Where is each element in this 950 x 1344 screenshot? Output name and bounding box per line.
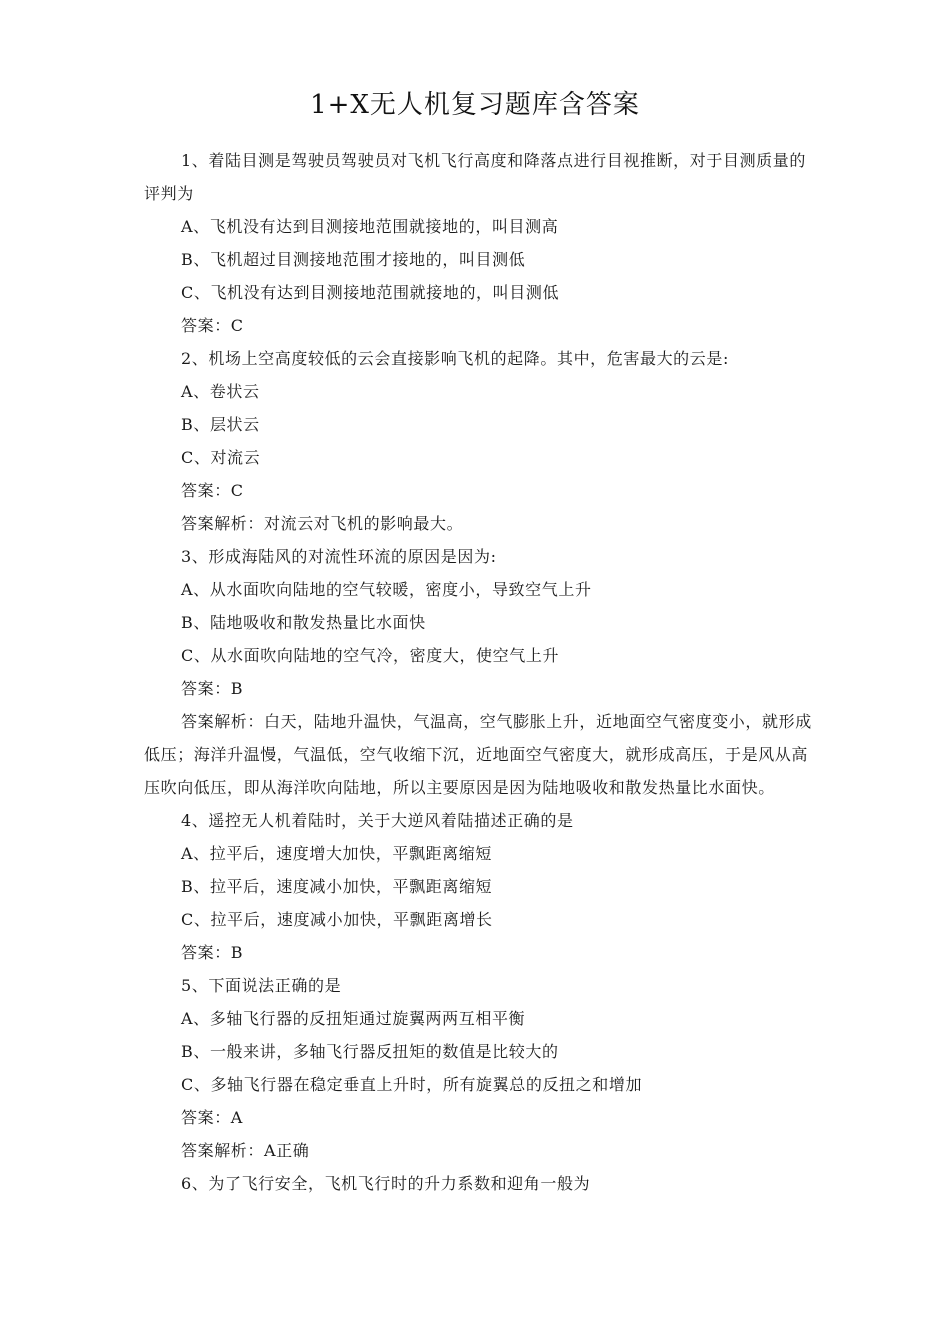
question-5-explanation: 答案解析：A正确 — [181, 1141, 310, 1160]
question-1-option-a: A、飞机没有达到目测接地范围就接地的，叫目测高 — [181, 217, 559, 236]
question-5-option-c: C、多轴飞行器在稳定垂直上升时，所有旋翼总的反扭之和增加 — [181, 1075, 643, 1094]
question-1-option-c: C、飞机没有达到目测接地范围就接地的，叫目测低 — [181, 283, 560, 302]
question-3-stem: 3、形成海陆风的对流性环流的原因是因为: — [181, 547, 497, 566]
question-4-stem: 4、遥控无人机着陆时，关于大逆风着陆描述正确的是 — [181, 811, 574, 830]
question-3-answer: 答案：B — [181, 679, 244, 698]
document-title: 1+X无人机复习题库含答案 — [310, 90, 640, 120]
question-2-option-a: A、卷状云 — [181, 382, 260, 401]
question-5-option-a: A、多轴飞行器的反扭矩通过旋翼两两互相平衡 — [181, 1009, 526, 1028]
question-3-option-b: B、陆地吸收和散发热量比水面快 — [181, 613, 426, 632]
question-1-option-b: B、飞机超过目测接地范围才接地的，叫目测低 — [181, 250, 526, 269]
question-1-stem: 1、着陆目测是驾驶员驾驶员对飞机飞行高度和降落点进行目视推断，对于目测质量的评判为 — [144, 151, 806, 203]
question-5-answer: 答案：A — [181, 1108, 243, 1127]
question-2-option-c: C、对流云 — [181, 448, 261, 467]
question-5-option-b: B、一般来讲，多轴飞行器反扭矩的数值是比较大的 — [181, 1042, 559, 1061]
question-3-explanation: 答案解析：白天，陆地升温快，气温高，空气膨胀上升，近地面空气密度变小，就形成低压；海洋升温慢，气温低，空气收缩下沉，近地面空气密度大，就形成高压，于是风从高压吹向低压，即从海洋吹向陆地，所以主要原因是因为陆地吸收和散发热量比水面快。 — [144, 712, 812, 797]
question-2-stem: 2、机场上空高度较低的云会直接影响飞机的起降。其中，危害最大的云是: — [181, 349, 729, 368]
question-2-answer: 答案：C — [181, 481, 244, 500]
question-2-option-b: B、层状云 — [181, 415, 260, 434]
question-6-stem: 6、为了飞行安全，飞机飞行时的升力系数和迎角一般为 — [181, 1174, 591, 1193]
question-4-option-b: B、拉平后，速度减小加快，平飘距离缩短 — [181, 877, 493, 896]
question-5-stem: 5、下面说法正确的是 — [181, 976, 342, 995]
question-3-option-a: A、从水面吹向陆地的空气较暖，密度小，导致空气上升 — [181, 580, 592, 599]
question-4-answer: 答案：B — [181, 943, 244, 962]
document-body — [144, 144, 822, 1200]
question-3-option-c: C、从水面吹向陆地的空气冷，密度大，使空气上升 — [181, 646, 560, 665]
question-4-option-a: A、拉平后，速度增大加快，平飘距离缩短 — [181, 844, 492, 863]
question-1-answer: 答案：C — [181, 316, 244, 335]
question-4-option-c: C、拉平后，速度减小加快，平飘距离增长 — [181, 910, 493, 929]
question-2-explanation: 答案解析：对流云对飞机的影响最大。 — [181, 514, 464, 533]
